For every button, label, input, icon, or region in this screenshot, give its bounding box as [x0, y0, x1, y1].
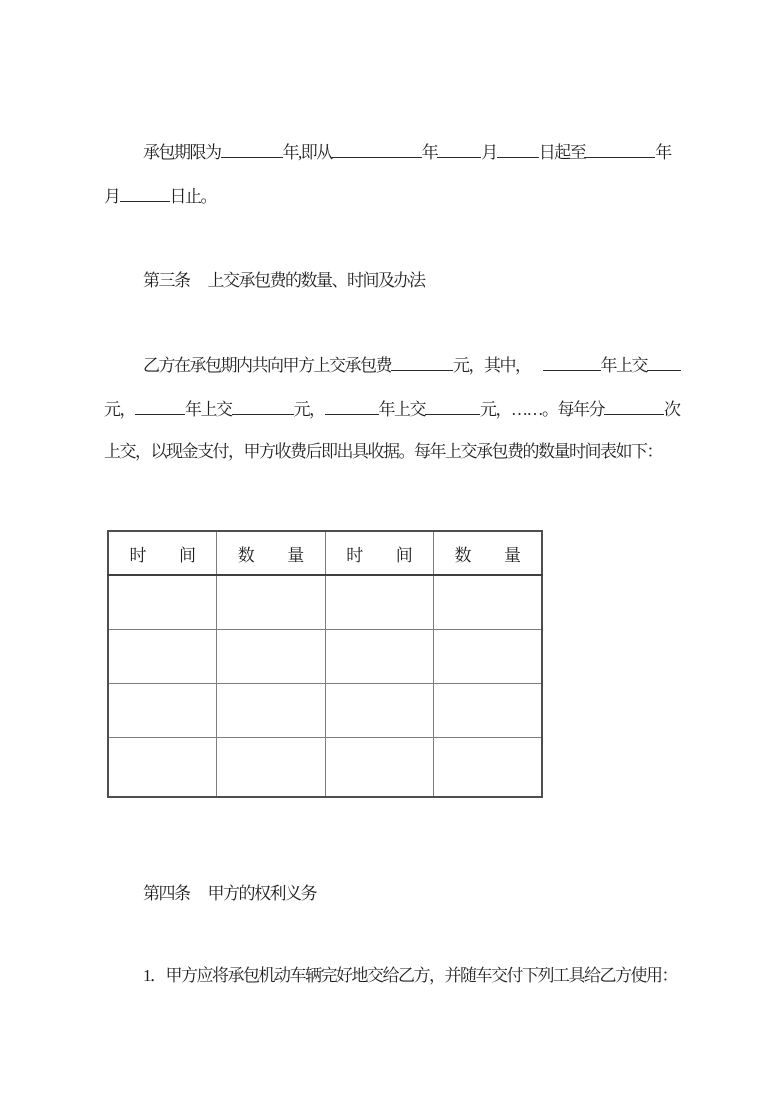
- text-run: 日起至: [538, 143, 586, 162]
- table-cell: [217, 630, 326, 684]
- table-cell: [434, 738, 543, 798]
- table-cell: [108, 575, 217, 630]
- text-run: 元，: [104, 400, 135, 419]
- term-paragraph-line-1: [143, 141, 671, 165]
- table-row: [108, 684, 542, 738]
- table-cell: [325, 738, 434, 798]
- table-row: [108, 575, 542, 630]
- text-run: 上交，以现金支付，甲方收费后即出具收据。每年上交承包费的数量时间表如下：: [104, 442, 662, 461]
- article4-number: 第四条: [143, 884, 190, 903]
- text-run: 年: [655, 143, 671, 162]
- text-run: 元，……。每年分: [480, 400, 604, 419]
- table-cell: [108, 684, 217, 738]
- text-run: 承包期限为: [143, 143, 221, 162]
- table-cell: [108, 630, 217, 684]
- text-run: 年上交: [600, 356, 647, 375]
- fee-paragraph-line-3: [104, 440, 662, 464]
- fee-paragraph-line-2: [104, 398, 680, 422]
- article4-heading: [143, 882, 316, 906]
- table-header-time-1: 时 间: [108, 531, 217, 575]
- blank-end-day: [120, 186, 170, 202]
- table-cell: [217, 738, 326, 798]
- fee-paragraph-line-1: [143, 354, 681, 378]
- table-row: [108, 738, 542, 798]
- text-run: 年上交: [185, 400, 232, 419]
- text-run: 月: [481, 143, 497, 162]
- text-run: 元，: [293, 400, 325, 419]
- blank-start-month: [437, 142, 481, 158]
- table-cell: [434, 575, 543, 630]
- fee-schedule-table: [107, 530, 543, 798]
- table-cell: [108, 738, 217, 798]
- table-cell: [325, 684, 434, 738]
- article4-item-1: [143, 964, 677, 988]
- blank-year-3: [325, 399, 379, 415]
- table-header-quantity-1: 数 量: [217, 531, 326, 575]
- text-run: 日止。: [169, 187, 216, 206]
- text-run: 年,即从: [282, 143, 332, 162]
- table-cell: [434, 684, 543, 738]
- article3-title: 上交承包费的数量、时间及办法: [207, 271, 425, 290]
- blank-total-fee: [391, 355, 453, 371]
- blank-start-year: [332, 142, 422, 158]
- text-run: 元，其中，: [453, 356, 531, 375]
- blank-amount-3: [425, 399, 480, 415]
- table-header-time-2: 时 间: [325, 531, 434, 575]
- article4-title: 甲方的权利义务: [207, 884, 316, 903]
- blank-times-per-year: [604, 399, 664, 415]
- table-cell: [325, 575, 434, 630]
- blank-year-1: [543, 355, 601, 371]
- blank-term-years: [221, 142, 283, 158]
- table-header-row: [108, 531, 542, 575]
- blank-amount-2: [232, 399, 294, 415]
- text-run: 次: [664, 400, 680, 419]
- table-header-quantity-2: 数 量: [434, 531, 543, 575]
- table-cell: [325, 630, 434, 684]
- table-cell: [434, 630, 543, 684]
- term-paragraph-line-2: [104, 185, 216, 209]
- text-run: 月: [104, 187, 120, 206]
- article3-number: 第三条: [143, 271, 190, 290]
- article3-heading: [143, 269, 425, 293]
- blank-end-year: [585, 142, 655, 158]
- blank-amount-1: [647, 355, 681, 371]
- table-cell: [217, 684, 326, 738]
- text-run: 年: [421, 143, 438, 162]
- table-row: [108, 630, 542, 684]
- text-run: 1．甲方应将承包机动车辆完好地交给乙方，并随车交付下列工具给乙方使用：: [143, 966, 677, 985]
- blank-year-2: [135, 399, 185, 415]
- table-cell: [217, 575, 326, 630]
- text-run: 年上交: [378, 400, 425, 419]
- text-run: 乙方在承包期内共向甲方上交承包费: [143, 356, 391, 375]
- blank-start-day: [497, 142, 539, 158]
